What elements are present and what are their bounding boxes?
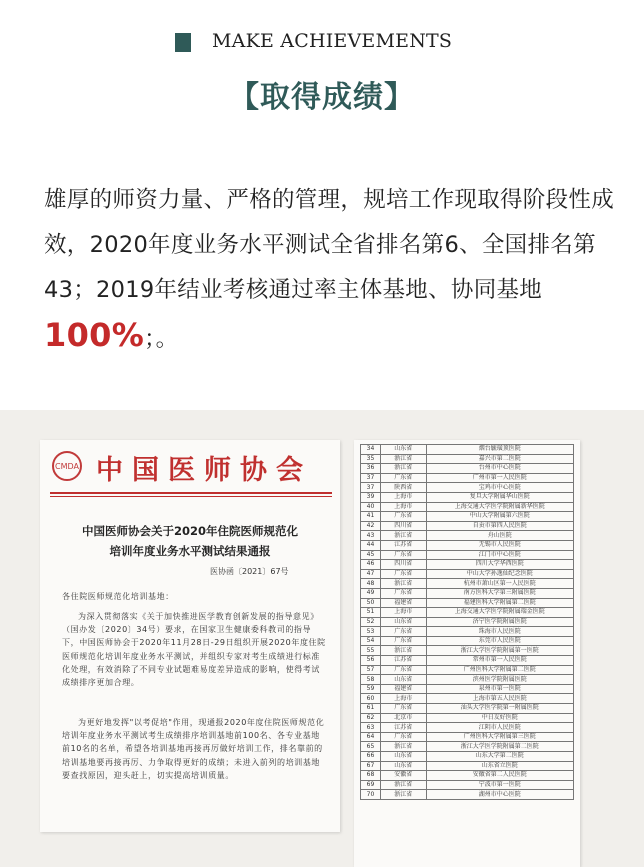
- table-row: [361, 464, 574, 474]
- table-row: [361, 473, 574, 483]
- rank-cell: 63: [361, 723, 381, 733]
- rank-cell: 61: [361, 704, 381, 714]
- header-accent-square: [175, 33, 191, 52]
- province-cell: 浙江省: [380, 780, 426, 790]
- table-row: [361, 723, 574, 733]
- table-row: [361, 675, 574, 685]
- hospital-cell: 中山大学附属第六医院: [426, 512, 573, 522]
- table-row: [361, 771, 574, 781]
- hospital-cell: 广州医科大学附属第二医院: [426, 665, 573, 675]
- province-cell: 陕西省: [380, 483, 426, 493]
- table-row: [361, 579, 574, 589]
- table-row: [361, 454, 574, 464]
- hospital-cell: 浙江大学医学院附属第一医院: [426, 646, 573, 656]
- table-row: [361, 588, 574, 598]
- rank-cell: 70: [361, 790, 381, 800]
- rank-cell: 42: [361, 521, 381, 531]
- province-cell: 山东省: [380, 617, 426, 627]
- province-cell: 山东省: [380, 761, 426, 771]
- rank-cell: 66: [361, 752, 381, 762]
- province-cell: 上海市: [380, 608, 426, 618]
- rank-cell: 46: [361, 560, 381, 570]
- table-row: [361, 646, 574, 656]
- rank-cell: 44: [361, 540, 381, 550]
- hospital-cell: 广州市第一人民医院: [426, 473, 573, 483]
- rank-cell: 56: [361, 656, 381, 666]
- rank-cell: 67: [361, 761, 381, 771]
- province-cell: 广东省: [380, 636, 426, 646]
- hospital-cell: 复旦大学附属华山医院: [426, 492, 573, 502]
- hospital-cell: 常州市第一人民医院: [426, 656, 573, 666]
- hospital-cell: 济宁医学院附属医院: [426, 617, 573, 627]
- table-row: [361, 627, 574, 637]
- hospital-cell: 山东省立医院: [426, 761, 573, 771]
- table-row: [361, 790, 574, 800]
- rank-cell: 59: [361, 684, 381, 694]
- hospital-cell: 浙江大学医学院附属第二医院: [426, 742, 573, 752]
- province-cell: 山东省: [380, 675, 426, 685]
- rank-cell: 65: [361, 742, 381, 752]
- association-name: 中国医师协会: [96, 455, 312, 486]
- table-row: [361, 483, 574, 493]
- table-row: [361, 665, 574, 675]
- province-cell: 上海市: [380, 502, 426, 512]
- table-row: [361, 560, 574, 570]
- hospital-cell: 泉州市第一医院: [426, 684, 573, 694]
- hospital-cell: 中山大学孙逸仙纪念医院: [426, 569, 573, 579]
- table-row: [361, 694, 574, 704]
- rank-cell: 43: [361, 531, 381, 541]
- province-cell: 广东省: [380, 569, 426, 579]
- pass-rate-highlight: 100%: [44, 316, 145, 354]
- hospital-cell: 台州市中心医院: [426, 464, 573, 474]
- red-divider: [50, 492, 332, 494]
- rank-cell: 57: [361, 665, 381, 675]
- table-row: [361, 684, 574, 694]
- rank-cell: 60: [361, 694, 381, 704]
- notice-paragraph-2: 为更好地发挥"以考促培"作用，现通报2020年度住院医师规范化培训年度业务水平测试考生成绩排序培训基地前100名、各专业基地前10名的名单，希望各培训基地再接再厉做好培训工作，排名靠前的培训基地要再接再厉、力争取得更好的成绩；未进入前列的培训基地要查找原因，迎头赶上，切实提高培训质量。: [62, 718, 325, 780]
- rank-cell: 36: [361, 464, 381, 474]
- hospital-cell: 珠海市人民医院: [426, 627, 573, 637]
- section-header: [0, 30, 644, 60]
- hospital-cell: 宝鸡市中心医院: [426, 483, 573, 493]
- table-row: [361, 617, 574, 627]
- hospital-cell: 舟山医院: [426, 531, 573, 541]
- table-row: [361, 569, 574, 579]
- table-row: [361, 752, 574, 762]
- hospital-cell: 烟台毓璜顶医院: [426, 445, 573, 455]
- rank-cell: 45: [361, 550, 381, 560]
- hospital-cell: 东莞市人民医院: [426, 636, 573, 646]
- rank-cell: 62: [361, 713, 381, 723]
- rank-cell: 58: [361, 675, 381, 685]
- table-row: [361, 780, 574, 790]
- achievements-paragraph: [44, 178, 614, 362]
- rank-cell: 49: [361, 588, 381, 598]
- province-cell: 广东省: [380, 588, 426, 598]
- table-row: [361, 445, 574, 455]
- province-cell: 浙江省: [380, 790, 426, 800]
- rank-cell: 69: [361, 780, 381, 790]
- rank-cell: 37: [361, 473, 381, 483]
- table-row: [361, 713, 574, 723]
- association-logo: CMDA: [52, 451, 82, 481]
- rank-cell: 53: [361, 627, 381, 637]
- province-cell: 浙江省: [380, 531, 426, 541]
- hospital-cell: 中日友好医院: [426, 713, 573, 723]
- table-row: [361, 540, 574, 550]
- province-cell: 广东省: [380, 627, 426, 637]
- hospital-cell: 上海市第五人民医院: [426, 694, 573, 704]
- hospital-cell: 自贡市第四人民医院: [426, 521, 573, 531]
- hospital-cell: 南方医科大学第三附属医院: [426, 588, 573, 598]
- table-row: [361, 598, 574, 608]
- rank-cell: 35: [361, 454, 381, 464]
- rank-cell: 37: [361, 483, 381, 493]
- rank-cell: 47: [361, 569, 381, 579]
- table-row: [361, 550, 574, 560]
- province-cell: 四川省: [380, 521, 426, 531]
- hospital-cell: 上海交通大学医学院附属新华医院: [426, 502, 573, 512]
- province-cell: 四川省: [380, 560, 426, 570]
- table-row: [361, 502, 574, 512]
- province-cell: 上海市: [380, 694, 426, 704]
- hospital-cell: 安徽省第二人民医院: [426, 771, 573, 781]
- province-cell: 浙江省: [380, 464, 426, 474]
- table-row: [361, 608, 574, 618]
- hospital-cell: 山东大学第二医院: [426, 752, 573, 762]
- rank-cell: 40: [361, 502, 381, 512]
- hospital-cell: 江阴市人民医院: [426, 723, 573, 733]
- ranking-page: [354, 440, 580, 867]
- hospital-cell: 无锡市人民医院: [426, 540, 573, 550]
- province-cell: 福建省: [380, 598, 426, 608]
- province-cell: 江苏省: [380, 540, 426, 550]
- province-cell: 广东省: [380, 550, 426, 560]
- province-cell: 广东省: [380, 473, 426, 483]
- achievements-text: 雄厚的师资力量、严格的管理，规培工作现取得阶段性成效，2020年度业务水平测试全省排名第6、全国排名第43；2019年结业考核通过率主体基地、协同基地: [44, 187, 615, 303]
- table-row: [361, 704, 574, 714]
- rank-cell: 68: [361, 771, 381, 781]
- table-row: [361, 531, 574, 541]
- rank-cell: 64: [361, 732, 381, 742]
- rank-cell: 34: [361, 445, 381, 455]
- hospital-cell: 汕头大学医学院第一附属医院: [426, 704, 573, 714]
- notice-page: [40, 440, 340, 832]
- rank-cell: 52: [361, 617, 381, 627]
- table-row: [361, 492, 574, 502]
- hospital-cell: 广州医科大学附属第三医院: [426, 732, 573, 742]
- hospital-cell: 上海交通大学医学院附属瑞金医院: [426, 608, 573, 618]
- hospital-cell: 四川大学华西医院: [426, 560, 573, 570]
- rank-cell: 55: [361, 646, 381, 656]
- table-row: [361, 656, 574, 666]
- table-row: [361, 761, 574, 771]
- province-cell: 广东省: [380, 665, 426, 675]
- ranking-table: [360, 444, 574, 800]
- province-cell: 福建省: [380, 684, 426, 694]
- table-row: [361, 636, 574, 646]
- province-cell: 浙江省: [380, 646, 426, 656]
- province-cell: 安徽省: [380, 771, 426, 781]
- rank-cell: 48: [361, 579, 381, 589]
- hospital-cell: 嘉兴市第二医院: [426, 454, 573, 464]
- table-row: [361, 521, 574, 531]
- notice-title-line2: 培训年度业务水平测试结果通报: [109, 544, 271, 558]
- rank-cell: 41: [361, 512, 381, 522]
- document-number: 医协函〔2021〕67号: [210, 567, 289, 576]
- table-row: [361, 742, 574, 752]
- red-divider-thin: [50, 496, 332, 497]
- chinese-title: 【取得成绩】: [229, 80, 415, 115]
- province-cell: 浙江省: [380, 742, 426, 752]
- ranking-table-body: [361, 445, 574, 800]
- notice-title-line1: 中国医师协会关于2020年住院医师规范化: [81, 524, 298, 538]
- hospital-cell: 福建医科大学附属第二医院: [426, 598, 573, 608]
- hospital-cell: 杭州市萧山区第一人民医院: [426, 579, 573, 589]
- notice-paragraph-1: 为深入贯彻落实《关于加快推进医学教育创新发展的指导意见》（国办发〔2020〕34号）要求，在国家卫生健康委科教司的指导下，中国医师协会于2020年11月28日-29日组织开展2020年度住院医师规范化培训年度业务水平测试，并组织专家对考生成绩进行标准化处理，有效消除了不同专业试题难易度差异造成的影响，使得考试成绩排序更加合理。: [62, 612, 326, 688]
- province-cell: 江苏省: [380, 656, 426, 666]
- province-cell: 广东省: [380, 512, 426, 522]
- english-title: MAKE ACHIEVEMENTS: [212, 30, 453, 52]
- province-cell: 浙江省: [380, 454, 426, 464]
- rank-cell: 51: [361, 608, 381, 618]
- province-cell: 浙江省: [380, 579, 426, 589]
- table-row: [361, 732, 574, 742]
- province-cell: 广东省: [380, 732, 426, 742]
- table-row: [361, 512, 574, 522]
- province-cell: 山东省: [380, 445, 426, 455]
- hospital-cell: 江门市中心医院: [426, 550, 573, 560]
- rank-cell: 39: [361, 492, 381, 502]
- rank-cell: 50: [361, 598, 381, 608]
- document-photo: [0, 410, 644, 867]
- province-cell: 广东省: [380, 704, 426, 714]
- hospital-cell: 宁波市第一医院: [426, 780, 573, 790]
- province-cell: 山东省: [380, 752, 426, 762]
- hospital-cell: 滨州医学院附属医院: [426, 675, 573, 685]
- province-cell: 北京市: [380, 713, 426, 723]
- notice-salutation: 各住院医师规范化培训基地：: [62, 592, 174, 601]
- province-cell: 上海市: [380, 492, 426, 502]
- province-cell: 江苏省: [380, 723, 426, 733]
- achievements-text-tail: ；。: [144, 326, 179, 352]
- rank-cell: 54: [361, 636, 381, 646]
- hospital-cell: 湖州市中心医院: [426, 790, 573, 800]
